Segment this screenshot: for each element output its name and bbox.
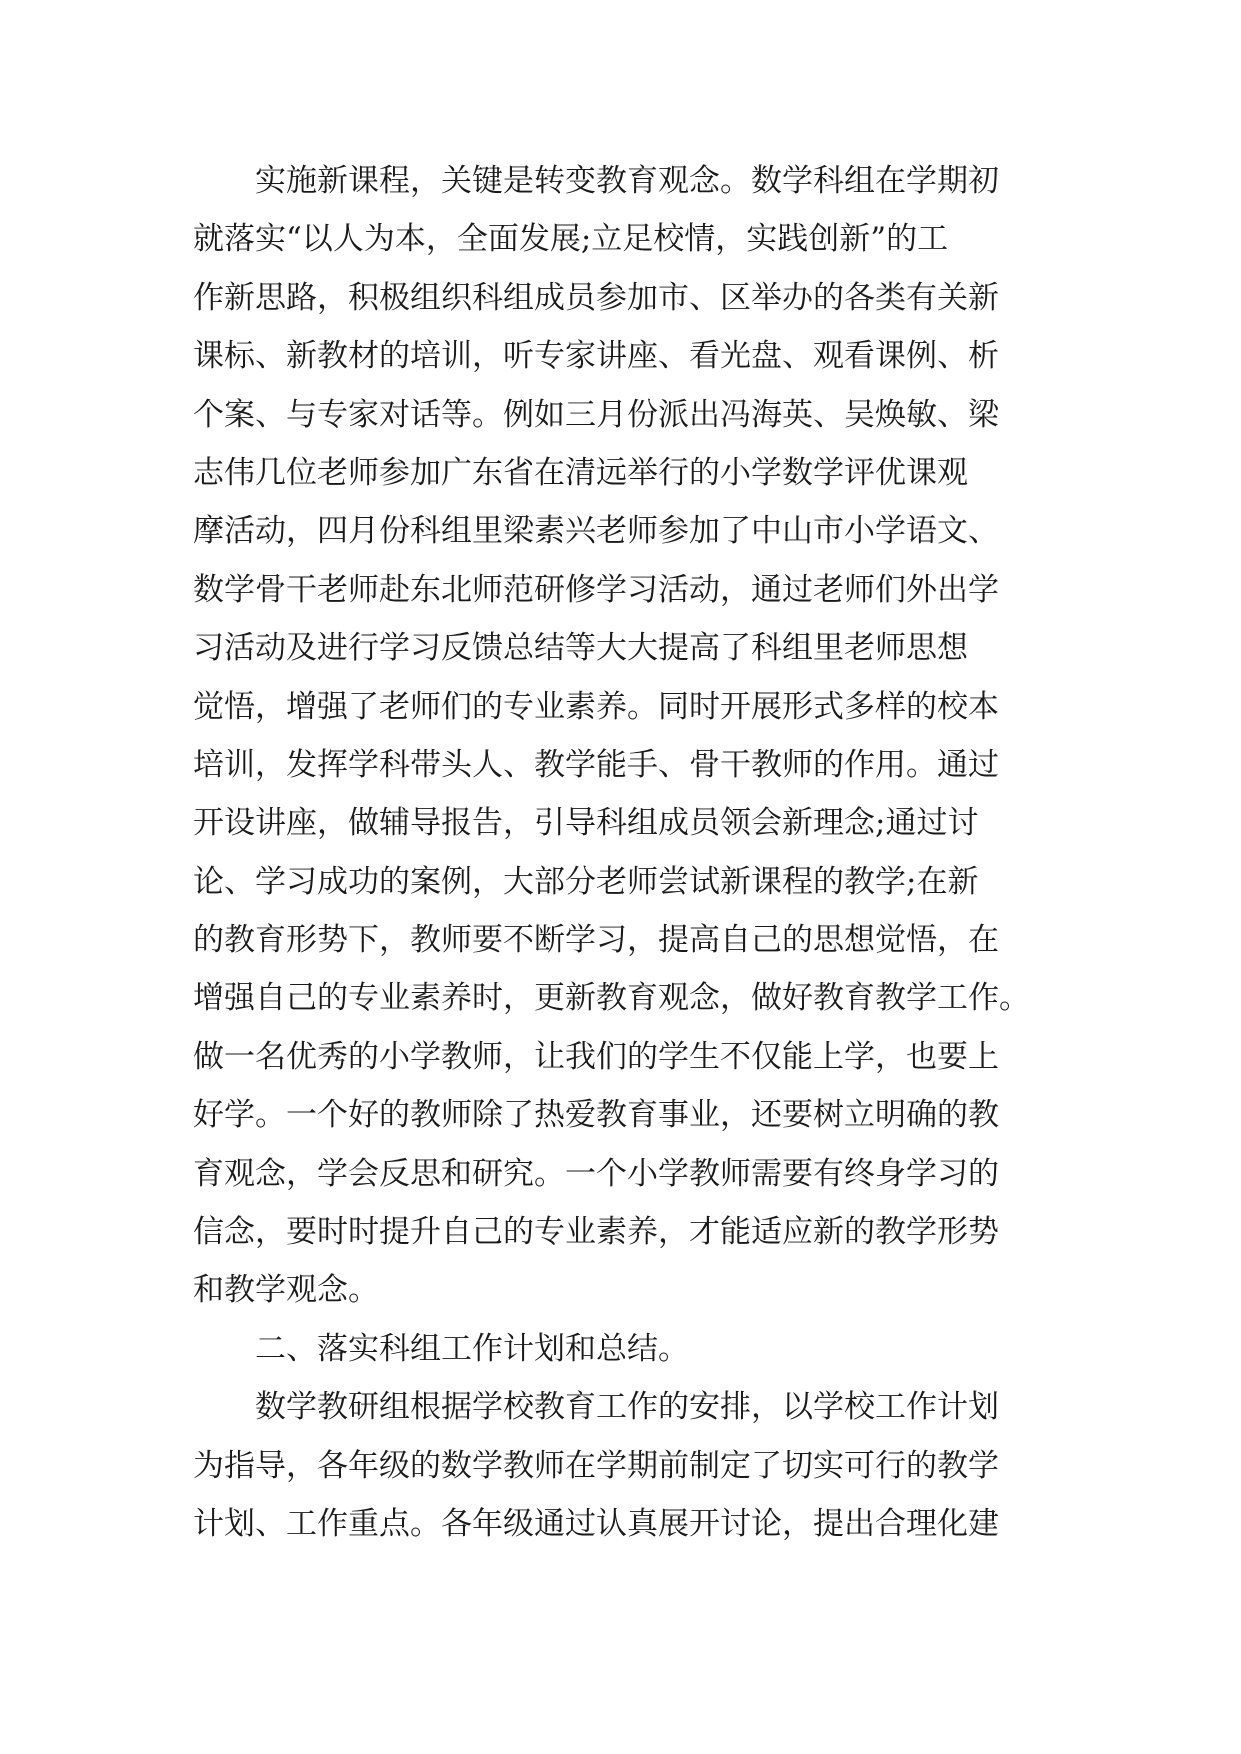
- text-line: 个案、与专家对话等。例如三月份派出冯海英、吴焕敏、梁: [193, 396, 999, 433]
- text-line: 数学教研组根据学校教育工作的安排，以学校工作计划: [255, 1389, 999, 1426]
- text-line: 计划、工作重点。各年级通过认真展开讨论，提出合理化建: [193, 1505, 999, 1542]
- text-line: 做一名优秀的小学教师，让我们的学生不仅能上学，也要上: [193, 1038, 999, 1075]
- text-line: 觉悟，增强了老师们的专业素养。同时开展形式多样的校本: [193, 688, 999, 725]
- text-line: 论、学习成功的案例，大部分老师尝试新课程的教学;在新: [193, 863, 979, 900]
- body-text: [193, 152, 1093, 1553]
- text-line: 作新思路，积极组织科组成员参加市、区举办的各类有关新: [193, 279, 999, 316]
- text-line: 好学。一个好的教师除了热爱教育事业，还要树立明确的教: [193, 1097, 999, 1134]
- text-line: 育观念，学会反思和研究。一个小学教师需要有终身学习的: [193, 1155, 999, 1192]
- text-line: 摩活动，四月份科组里梁素兴老师参加了中山市小学语文、: [193, 513, 999, 550]
- text-line: 习活动及进行学习反馈总结等大大提高了科组里老师思想: [193, 630, 968, 667]
- text-line: 开设讲座，做辅导报告，引导科组成员领会新理念;通过讨: [193, 805, 979, 842]
- text-line: 数学骨干老师赴东北师范研修学习活动，通过老师们外出学: [193, 571, 999, 608]
- text-line: 增强自己的专业素养时，更新教育观念，做好教育教学工作。: [193, 980, 1030, 1017]
- text-line: 的教育形势下，教师要不断学习，提高自己的思想觉悟，在: [193, 922, 999, 959]
- text-line: 就落实“以人为本，全面发展;立足校情，实践创新”的工: [193, 221, 949, 258]
- text-line: 为指导，各年级的数学教师在学期前制定了切实可行的教学: [193, 1447, 999, 1484]
- text-line: 信念，要时时提升自己的专业素养，才能适应新的教学形势: [193, 1214, 999, 1251]
- section-heading: 二、落实科组工作计划和总结。: [255, 1330, 689, 1367]
- text-line: 课标、新教材的培训，听专家讲座、看光盘、观看课例、析: [193, 338, 999, 375]
- text-line: 志伟几位老师参加广东省在清远举行的小学数学评优课观: [193, 454, 968, 491]
- text-line: 培训，发挥学科带头人、教学能手、骨干教师的作用。通过: [193, 746, 999, 783]
- text-line: 实施新课程，关键是转变教育观念。数学科组在学期初: [255, 163, 999, 199]
- text-line: 和教学观念。: [193, 1272, 379, 1309]
